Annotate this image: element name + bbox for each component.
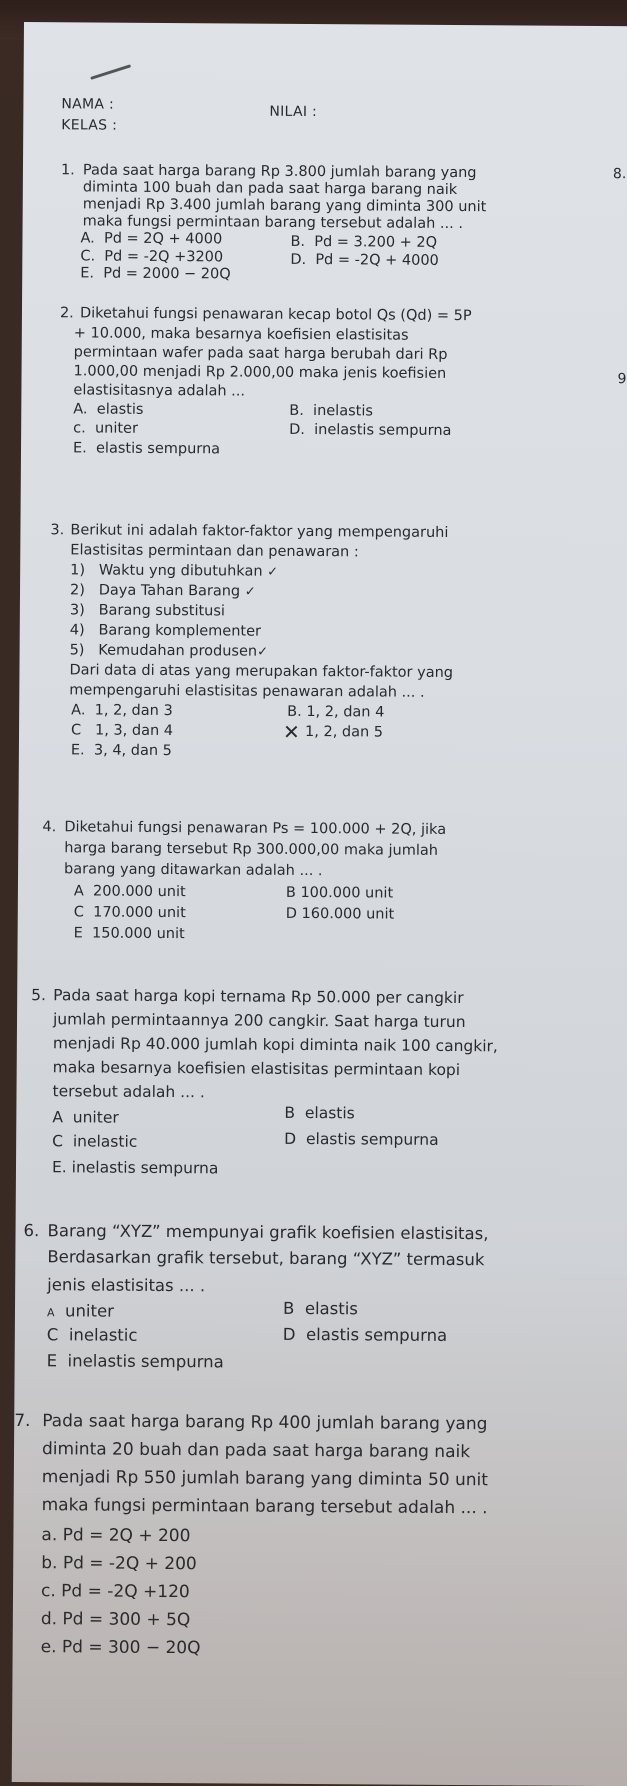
question-text-line: Berdasarkan grafik tersebut, barang “XYZ” termasuk (47, 1247, 485, 1270)
option-c: c. uniter (73, 420, 139, 437)
question-text-line: Elastisitas permintaan dan penawaran : (70, 542, 359, 561)
factor-item: 5) Kemudahan produsen✓ (69, 642, 269, 660)
option-b: B. Pd = 3.200 + 2Q (290, 233, 438, 251)
option-b: B elastis (284, 1103, 355, 1123)
option-a: A uniter (52, 1108, 119, 1127)
option-c: C inelastic (46, 1325, 138, 1345)
option-e: E. Pd = 2000 − 20Q (80, 265, 231, 283)
option-c: C 1, 3, dan 4 (71, 722, 174, 740)
checkmark-icon: ✓ (244, 584, 256, 600)
option-b: B elastis (282, 1298, 359, 1319)
option-e: E. 3, 4, dan 5 (70, 742, 172, 760)
option-a: A uniter (46, 1301, 115, 1321)
margin-question-number: 8. (612, 166, 627, 183)
question-number: 4. (42, 819, 57, 836)
question-text-line: menjadi Rp 40.000 jumlah kopi diminta naik 100 cangkir, (52, 1034, 498, 1056)
question-text-line: jumlah permintaannya 200 cangkir. Saat harga turun (52, 1010, 466, 1032)
pen-stroke-mark (90, 64, 131, 80)
option-c: C. Pd = -2Q +3200 (80, 248, 224, 266)
option-c: C 170.000 unit (73, 904, 186, 922)
factor-item: 3) Barang substitusi (69, 602, 226, 620)
question-number: 7. (14, 1410, 31, 1432)
option-c: C inelastic (52, 1132, 138, 1151)
question-text-line: diminta 20 buah dan pada saat harga barang naik (41, 1439, 471, 1463)
option-d: D 160.000 unit (285, 905, 395, 923)
question-text-line: 1.000,00 menjadi Rp 2.000,00 maka jenis koefisien (73, 363, 447, 382)
question-text-line: maka besarnya koefisien elastisitas permintaan kopi (52, 1058, 461, 1080)
question-text-line: maka fungsi permintaan barang tersebut adalah ... . (82, 213, 464, 233)
question-text-line: Pada saat harga barang Rp 400 jumlah barang yang (42, 1411, 488, 1435)
question-text-line: Pada saat harga kopi ternama Rp 50.000 per cangkir (53, 986, 464, 1008)
option-a: a. Pd = 2Q + 200 (41, 1525, 191, 1547)
checkmark-icon: ✓ (257, 644, 269, 660)
option-d: D elastis sempurna (284, 1129, 439, 1149)
option-a: A. 1, 2, dan 3 (71, 702, 173, 720)
question-text-line: jenis elastisitas ... . (47, 1275, 206, 1296)
exam-paper (12, 22, 627, 1786)
option-e: e. Pd = 300 − 20Q (40, 1637, 201, 1659)
option-d: D. inelastis sempurna (289, 421, 452, 439)
question-text-line: barang yang ditawarkan adalah ... . (64, 861, 323, 880)
question-text-line: menjadi Rp 550 jumlah barang yang diminta 50 unit (41, 1467, 489, 1491)
question-number: 5. (31, 986, 47, 1005)
margin-fragment: 9 (617, 371, 627, 388)
question-text-line: menjadi Rp 3.400 jumlah barang yang diminta 300 unit (82, 196, 487, 216)
question-text-line: Diketahui fungsi penawaran kecap botol Qs (Qd) = 5P (79, 305, 472, 325)
option-d-selected: 1, 2, dan 5 (304, 723, 384, 741)
option-a: A. Pd = 2Q + 4000 (80, 230, 223, 248)
question-text-line: + 10.000, maka besarnya koefisien elastisitas (73, 325, 409, 344)
question-text-line: Pada saat harga barang Rp 3.800 jumlah barang yang (82, 162, 477, 182)
option-e: E 150.000 unit (73, 925, 185, 943)
question-text-line: harga barang tersebut Rp 300.000,00 maka jumlah (64, 840, 439, 859)
question-text-line: permintaan wafer pada saat harga berubah dari Rp (73, 344, 448, 363)
question-text-line: Barang “XYZ” mempunyai grafik koefisien elastisitas, (47, 1221, 489, 1244)
question-text-line: Berikut ini adalah faktor-faktor yang mempengaruhi (70, 522, 449, 541)
option-d: d. Pd = 300 + 5Q (40, 1609, 191, 1631)
question-text-line: Diketahui fungsi penawaran Ps = 100.000 + 2Q, jika (64, 819, 447, 838)
checkmark-icon: ✓ (267, 564, 279, 580)
factor-item: 1) Waktu yng dibutuhkan ✓ (70, 562, 279, 580)
option-a: A 200.000 unit (73, 883, 186, 901)
option-e: E. inelastis sempurna (51, 1158, 219, 1178)
question-text-line: diminta 100 buah dan pada saat harga barang naik (82, 179, 458, 199)
nilai-label: NILAI : (269, 103, 318, 121)
question-number: 1. (60, 162, 75, 179)
question-number: 3. (50, 522, 65, 539)
option-b: b. Pd = -2Q + 200 (41, 1553, 197, 1575)
option-b: B. 1, 2, dan 4 (287, 703, 385, 721)
question-text-line: Dari data di atas yang merupakan faktor-faktor yang (69, 662, 454, 682)
option-a: A. elastis (73, 401, 144, 418)
option-b: B 100.000 unit (285, 884, 394, 902)
option-e: E inelastis sempurna (46, 1351, 224, 1372)
question-number: 2. (59, 305, 74, 322)
option-b: B. inelastis (289, 402, 374, 420)
question-text-line: tersebut adalah ... . (52, 1082, 205, 1102)
answer-cross-mark-icon: ✕ (282, 719, 300, 744)
option-d: D elastis sempurna (282, 1324, 448, 1345)
question-text-line: maka fungsi permintaan barang tersebut adalah ... . (41, 1495, 488, 1519)
factor-item: 2) Daya Tahan Barang ✓ (69, 582, 256, 600)
question-text-line: mempengaruhi elastisitas penawaran adalah ... . (69, 682, 425, 701)
option-d: D. Pd = -2Q + 4000 (290, 251, 439, 269)
option-e: E. elastis sempurna (72, 440, 221, 458)
question-text-line: elastisitasnya adalah ... (73, 382, 246, 400)
option-c: c. Pd = -2Q +120 (40, 1581, 190, 1603)
question-number: 6. (23, 1221, 40, 1241)
kelas-label: KELAS : (61, 117, 118, 134)
factor-item: 4) Barang komplementer (69, 622, 262, 640)
nama-label: NAMA : (61, 96, 115, 113)
